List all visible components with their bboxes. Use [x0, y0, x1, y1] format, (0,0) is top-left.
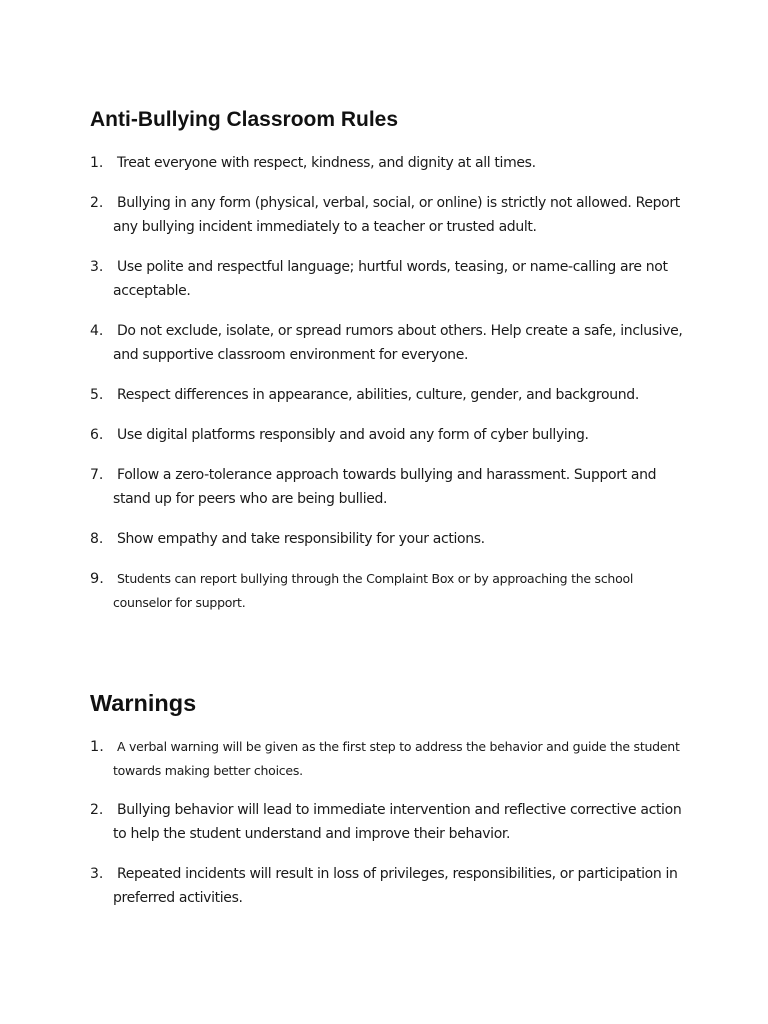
rule-number-9: 9.: [90, 571, 104, 587]
rule-number-1: 1.: [90, 155, 104, 171]
rule-text-9: Students can report bullying through the Complaint Box or by approaching the school counselor for support.: [113, 571, 634, 610]
rules-heading: Anti-Bullying Classroom Rules: [90, 108, 399, 131]
rule-text-7: Follow a zero-tolerance approach towards bullying and harassment. Support and stand up for peers who are being bullied.: [113, 467, 657, 507]
rule-item-9: [90, 567, 690, 615]
rule-number-7: 7.: [90, 467, 104, 483]
warning-item-3: [90, 862, 690, 910]
rule-number-4: 4.: [90, 323, 104, 339]
rule-text-1: Treat everyone with respect, kindness, and dignity at all times.: [117, 155, 536, 171]
warnings-heading: Warnings: [90, 690, 197, 716]
rule-number-5: 5.: [90, 387, 104, 403]
rule-number-8: 8.: [90, 531, 104, 547]
rule-item-6: [90, 423, 690, 447]
rule-item-3: [90, 255, 690, 303]
warning-item-2: [90, 798, 690, 846]
rule-number-3: 3.: [90, 259, 104, 275]
warning-number-2: 2.: [90, 802, 104, 818]
rule-item-7: [90, 463, 690, 511]
rule-text-2: Bullying in any form (physical, verbal, social, or online) is strictly not allowed. Report any bullying incident immediately to a teacher or trusted adult.: [113, 195, 680, 235]
warning-item-1: [90, 735, 690, 783]
rule-item-2: [90, 191, 690, 239]
rule-item-1: [90, 151, 690, 175]
warning-text-2: Bullying behavior will lead to immediate intervention and reflective corrective action to help the student understand and improve their behavior.: [113, 802, 682, 842]
rule-item-5: [90, 383, 690, 407]
rule-text-8: Show empathy and take responsibility for your actions.: [117, 531, 485, 547]
warning-text-3: Repeated incidents will result in loss of privileges, responsibilities, or participation in preferred activities.: [113, 866, 678, 906]
warning-text-1: A verbal warning will be given as the first step to address the behavior and guide the student towards making better choices.: [113, 739, 680, 778]
rule-text-6: Use digital platforms responsibly and avoid any form of cyber bullying.: [117, 427, 589, 443]
warning-number-1: 1.: [90, 739, 104, 755]
rule-item-8: [90, 527, 690, 551]
rule-text-5: Respect differences in appearance, abilities, culture, gender, and background.: [117, 387, 639, 403]
rule-number-6: 6.: [90, 427, 104, 443]
rule-text-3: Use polite and respectful language; hurtful words, teasing, or name-calling are not acceptable.: [113, 259, 668, 299]
rule-text-4: Do not exclude, isolate, or spread rumors about others. Help create a safe, inclusive, and supportive classroom environment for everyone.: [113, 323, 683, 363]
rule-item-4: [90, 319, 690, 367]
warning-number-3: 3.: [90, 866, 104, 882]
rule-number-2: 2.: [90, 195, 104, 211]
